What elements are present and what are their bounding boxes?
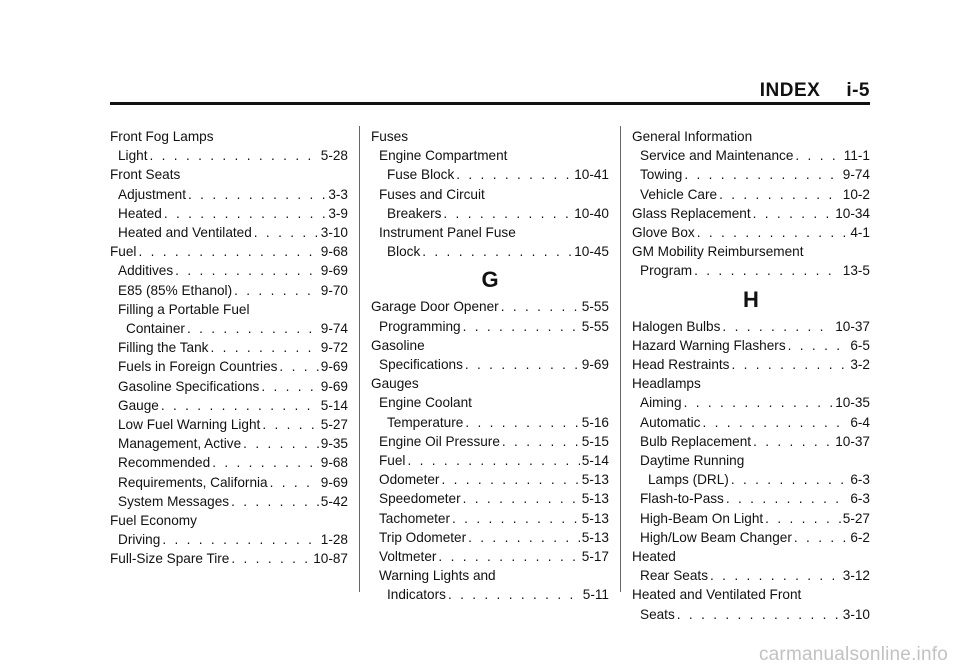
index-entry (632, 451, 870, 470)
index-entry (110, 204, 348, 223)
index-entry (632, 585, 870, 604)
dot-leader (149, 146, 318, 165)
index-entry (632, 547, 870, 566)
entry-label: Automatic (640, 414, 701, 430)
dot-leader (684, 393, 834, 412)
index-entry (632, 223, 870, 242)
entry-page-ref: 5-13 (581, 472, 609, 488)
entry-page-ref: 9-72 (320, 340, 348, 356)
index-entry (371, 566, 609, 585)
header-rule (110, 102, 870, 105)
entry-label: Gasoline (371, 337, 425, 353)
dot-leader (753, 204, 834, 223)
entry-page-ref: 6-5 (850, 337, 870, 353)
entry-label: Engine Oil Pressure (379, 433, 500, 449)
entry-label: Filling the Tank (118, 340, 209, 356)
entry-page-ref: 9-70 (320, 282, 348, 298)
index-entry (371, 242, 609, 261)
dot-leader (407, 451, 579, 470)
dot-leader (463, 317, 580, 336)
dot-leader (465, 413, 579, 432)
entry-page-ref: 10-40 (574, 205, 609, 221)
entry-label: Filling a Portable Fuel (118, 301, 250, 317)
entry-label: Head Restraints (632, 357, 730, 373)
index-entry (110, 415, 348, 434)
dot-leader (501, 297, 580, 316)
entry-label: System Messages (118, 493, 230, 509)
entry-label: Warning Lights and (379, 568, 496, 584)
entry-label: Temperature (387, 414, 464, 430)
dot-leader (175, 261, 319, 280)
dot-leader (210, 338, 318, 357)
dot-leader (254, 223, 319, 242)
index-entry (110, 261, 348, 280)
entry-page-ref: 5-16 (581, 414, 609, 430)
entry-page-ref: 10-37 (835, 318, 870, 334)
entry-label: Lamps (DRL) (648, 472, 729, 488)
entry-page-ref: 10-87 (313, 551, 348, 567)
index-entry (371, 165, 609, 184)
entry-label: Front Seats (110, 167, 181, 183)
dot-leader (164, 204, 327, 223)
dot-leader (231, 492, 319, 511)
index-entry (110, 300, 348, 319)
entry-label: Odometer (379, 472, 440, 488)
entry-label: High-Beam On Light (640, 510, 764, 526)
index-entry (632, 242, 870, 261)
entry-page-ref: 9-69 (320, 474, 348, 490)
entry-page-ref: 3-3 (328, 186, 348, 202)
dot-leader (731, 355, 848, 374)
index-entry (110, 281, 348, 300)
entry-page-ref: 10-2 (842, 186, 870, 202)
index-entry (110, 319, 348, 338)
index-entry (110, 377, 348, 396)
entry-page-ref: 5-14 (581, 453, 609, 469)
index-entry (632, 165, 870, 184)
index-entry (632, 146, 870, 165)
index-entry (632, 317, 870, 336)
entry-page-ref: 5-28 (320, 148, 348, 164)
entry-page-ref: 5-55 (581, 299, 609, 315)
index-entry (371, 489, 609, 508)
index-entry (632, 470, 870, 489)
index-entry (110, 242, 348, 261)
entry-label: Block (387, 244, 421, 260)
entry-label: Seats (640, 606, 675, 622)
index-entry (371, 509, 609, 528)
index-entry (371, 204, 609, 223)
entry-label: Speedometer (379, 491, 461, 507)
entry-label: Engine Compartment (379, 148, 508, 164)
dot-leader (234, 281, 319, 300)
entry-label: Heated (118, 205, 162, 221)
entry-label: Aiming (640, 395, 682, 411)
dot-leader (677, 605, 841, 624)
index-entry (110, 223, 348, 242)
entry-label: E85 (85% Ethanol) (118, 282, 233, 298)
dot-leader (262, 415, 318, 434)
dot-leader (243, 434, 319, 453)
dot-leader (722, 317, 833, 336)
index-entry (371, 336, 609, 355)
entry-page-ref: 10-34 (835, 205, 870, 221)
entry-page-ref: 5-17 (581, 549, 609, 565)
dot-leader (212, 453, 319, 472)
dot-leader (448, 585, 581, 604)
index-entry (110, 492, 348, 511)
index-entry (371, 127, 609, 146)
index-entry (110, 434, 348, 453)
dot-leader (279, 357, 318, 376)
entry-label: Service and Maintenance (640, 148, 794, 164)
index-column-2 (371, 127, 609, 605)
entry-label: Halogen Bulbs (632, 318, 721, 334)
dot-leader (443, 204, 572, 223)
dot-leader (438, 547, 579, 566)
dot-leader (187, 319, 319, 338)
watermark: carmanualsonline.info (758, 644, 948, 665)
dot-leader (261, 377, 318, 396)
dot-leader (788, 336, 849, 355)
dot-leader (765, 509, 841, 528)
entry-page-ref: 3-10 (320, 225, 348, 241)
entry-label: Driving (118, 532, 161, 548)
index-entry (110, 165, 348, 184)
index-entry (371, 297, 609, 316)
entry-page-ref: 9-69 (320, 359, 348, 375)
index-entry (632, 355, 870, 374)
dot-leader (270, 473, 319, 492)
entry-label: Breakers (387, 205, 442, 221)
index-entry (632, 413, 870, 432)
index-entry (371, 146, 609, 165)
index-entry (110, 185, 348, 204)
entry-page-ref: 9-68 (320, 455, 348, 471)
index-entry (371, 393, 609, 412)
entry-page-ref: 3-9 (328, 205, 348, 221)
entry-label: Vehicle Care (640, 186, 718, 202)
entry-label: Daytime Running (640, 453, 745, 469)
dot-leader (441, 470, 579, 489)
entry-page-ref: 5-14 (320, 397, 348, 413)
entry-label: Programming (379, 318, 461, 334)
dot-leader (794, 528, 848, 547)
entry-label: Glass Replacement (632, 205, 751, 221)
entry-label: Low Fuel Warning Light (118, 417, 261, 433)
entry-label: Glove Box (632, 225, 695, 241)
index-entry (632, 489, 870, 508)
entry-label: Hazard Warning Flashers (632, 337, 786, 353)
index-entry (371, 374, 609, 393)
index-entry (110, 396, 348, 415)
entry-label: High/Low Beam Changer (640, 529, 792, 545)
entry-label: Recommended (118, 455, 211, 471)
entry-label: Indicators (387, 587, 446, 603)
entry-page-ref: 3-12 (842, 568, 870, 584)
dot-leader (502, 432, 580, 451)
entry-page-ref: 4-1 (850, 225, 870, 241)
entry-page-ref: 6-2 (850, 529, 870, 545)
index-entry (110, 473, 348, 492)
dot-leader (726, 489, 848, 508)
entry-label: Engine Coolant (379, 395, 472, 411)
index-entry (371, 317, 609, 336)
index-entry (371, 413, 609, 432)
dot-leader (753, 432, 833, 451)
entry-label: Bulb Replacement (640, 433, 752, 449)
index-entry (371, 585, 609, 604)
entry-label: Gauge (118, 397, 159, 413)
header-title: INDEX (759, 80, 821, 101)
index-entry (632, 605, 870, 624)
entry-page-ref: 5-15 (581, 433, 609, 449)
entry-label: Garage Door Opener (371, 299, 499, 315)
dot-leader (456, 165, 572, 184)
entry-label: Rear Seats (640, 568, 709, 584)
index-entry (632, 509, 870, 528)
entry-label: GM Mobility Reimbursement (632, 244, 804, 260)
dot-leader (697, 223, 849, 242)
entry-label: General Information (632, 129, 753, 144)
entry-page-ref: 9-35 (320, 436, 348, 452)
entry-label: Management, Active (118, 436, 242, 452)
dot-leader (702, 413, 848, 432)
entry-page-ref: 6-3 (850, 491, 870, 507)
index-entry (110, 530, 348, 549)
entry-page-ref: 10-45 (574, 244, 609, 260)
dot-leader (231, 549, 311, 568)
index-entry (371, 528, 609, 547)
entry-label: Fuse Block (387, 167, 455, 183)
entry-page-ref: 5-11 (582, 587, 609, 603)
entry-page-ref: 9-74 (842, 167, 870, 183)
entry-page-ref: 5-27 (320, 417, 348, 433)
dot-leader (188, 185, 326, 204)
entry-page-ref: 6-4 (850, 414, 870, 430)
entry-label: Headlamps (632, 376, 701, 392)
entry-page-ref: 5-55 (581, 318, 609, 334)
entry-page-ref: 11-1 (843, 148, 870, 164)
index-entry (371, 223, 609, 242)
entry-label: Fuel Economy (110, 513, 197, 529)
index-entry (632, 261, 870, 280)
index-entry (371, 355, 609, 374)
entry-label: Flash-to-Pass (640, 491, 724, 507)
entry-page-ref: 3-2 (850, 357, 870, 373)
entry-label: Heated (632, 549, 676, 565)
entry-label: Adjustment (118, 186, 187, 202)
entry-label: Additives (118, 263, 174, 279)
index-entry (110, 549, 348, 568)
index-entry (110, 357, 348, 376)
entry-label: Towing (640, 167, 683, 183)
entry-label: Trip Odometer (379, 529, 467, 545)
index-entry (110, 453, 348, 472)
entry-label: Instrument Panel Fuse (379, 225, 516, 241)
entry-label: Heated and Ventilated (118, 225, 252, 241)
index-entry (371, 451, 609, 470)
entry-label: Front Fog Lamps (110, 129, 214, 144)
index-entry (632, 528, 870, 547)
page-header (110, 80, 870, 104)
entry-label: Gasoline Specifications (118, 378, 260, 394)
page-number: i-5 (846, 80, 870, 101)
index-entry (632, 127, 870, 146)
entry-page-ref: 5-42 (320, 493, 348, 509)
entry-page-ref: 10-37 (835, 433, 870, 449)
entry-page-ref: 9-69 (320, 378, 348, 394)
dot-leader (468, 528, 580, 547)
dot-leader (138, 242, 318, 261)
dot-leader (162, 530, 318, 549)
entry-label: Specifications (379, 357, 463, 373)
column-divider (359, 126, 360, 592)
dot-leader (731, 470, 849, 489)
entry-label: Heated and Ventilated Front (632, 587, 802, 603)
entry-label: Tachometer (379, 510, 451, 526)
index-entry (371, 547, 609, 566)
section-letter: G (481, 267, 499, 293)
index-entry (371, 470, 609, 489)
index-entry (371, 185, 609, 204)
dot-leader (684, 165, 840, 184)
entry-label: Fuel (379, 453, 406, 469)
index-entry (110, 127, 348, 146)
entry-page-ref: 3-10 (842, 606, 870, 622)
entry-label: Full-Size Spare Tire (110, 551, 230, 567)
entry-page-ref: 5-27 (842, 510, 870, 526)
index-entry (110, 511, 348, 530)
entry-page-ref: 5-13 (581, 491, 609, 507)
index-column-3 (632, 127, 870, 624)
entry-label: Gauges (371, 376, 419, 392)
entry-page-ref: 9-69 (320, 263, 348, 279)
entry-page-ref: 6-3 (850, 472, 870, 488)
entry-page-ref: 10-41 (574, 167, 609, 183)
entry-label: Fuels in Foreign Countries (118, 359, 278, 375)
dot-leader (452, 509, 580, 528)
entry-label: Voltmeter (379, 549, 437, 565)
entry-label: Fuses (371, 129, 409, 144)
entry-page-ref: 10-35 (835, 395, 870, 411)
index-entry (632, 336, 870, 355)
entry-page-ref: 13-5 (842, 263, 870, 279)
entry-page-ref: 5-13 (581, 529, 609, 545)
index-entry (632, 204, 870, 223)
column-divider (620, 126, 621, 592)
dot-leader (795, 146, 841, 165)
entry-label: Fuses and Circuit (379, 186, 485, 202)
dot-leader (422, 242, 572, 261)
entry-page-ref: 1-28 (320, 532, 348, 548)
entry-label: Fuel (110, 244, 137, 260)
entry-page-ref: 9-74 (320, 321, 348, 337)
entry-label: Program (640, 263, 693, 279)
index-entry (371, 432, 609, 451)
dot-leader (710, 566, 841, 585)
dot-leader (694, 261, 841, 280)
entry-page-ref: 9-68 (320, 244, 348, 260)
index-entry (632, 566, 870, 585)
section-letter: H (743, 286, 759, 312)
dot-leader (463, 489, 580, 508)
entry-label: Container (126, 321, 185, 337)
entry-page-ref: 5-13 (581, 510, 609, 526)
entry-page-ref: 9-69 (581, 357, 609, 373)
index-column-1 (110, 127, 348, 569)
index-entry (632, 185, 870, 204)
index-entry (632, 393, 870, 412)
dot-leader (719, 185, 841, 204)
dot-leader (465, 355, 580, 374)
index-entry (110, 338, 348, 357)
index-entry (632, 374, 870, 393)
entry-label: Requirements, California (118, 474, 268, 490)
dot-leader (161, 396, 319, 415)
entry-label: Light (118, 148, 148, 164)
index-entry (110, 146, 348, 165)
index-entry (632, 432, 870, 451)
